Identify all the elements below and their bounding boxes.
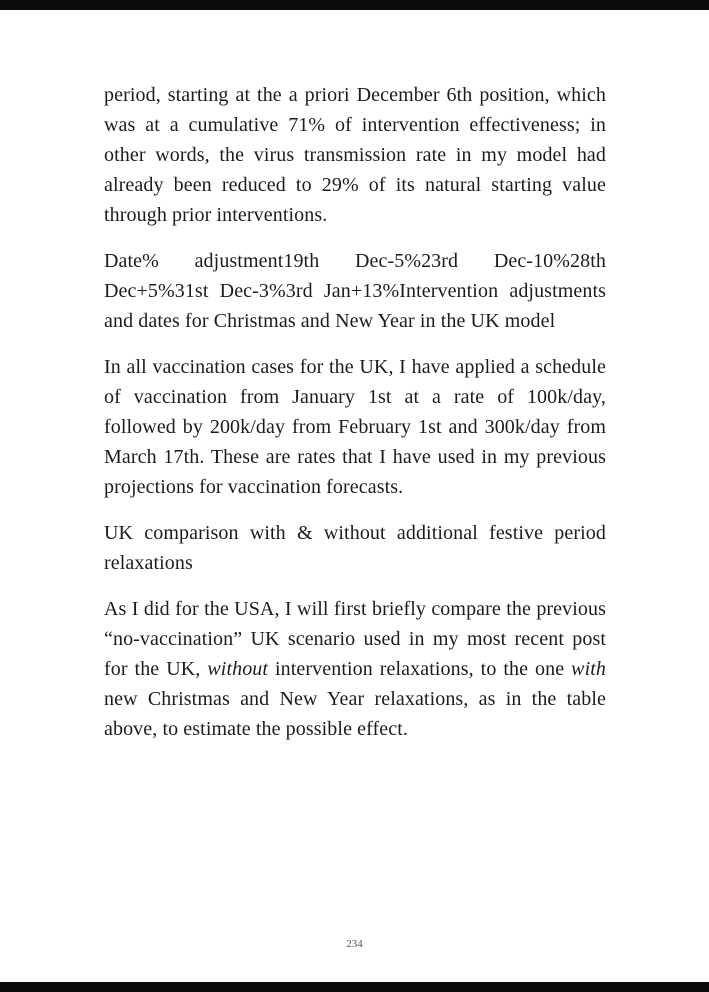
- paragraph-text: new Christmas and New Year relaxations, as in the table above, to estimate the possible effect.: [104, 688, 606, 740]
- paragraph-date-adjustments-caption: [104, 246, 606, 336]
- page-bottom-edge-bar: [0, 982, 709, 992]
- paragraph-text: Date% adjustment19th Dec-5%23rd Dec-10%28th Dec+5%31st Dec-3%3rd Jan+13%Intervention adjustments and dates for Christmas and New Year in the UK model: [104, 250, 606, 332]
- paragraph-usa-comparison: [104, 594, 606, 744]
- paragraph-text: intervention relaxations, to the one: [268, 658, 572, 680]
- page-text-column: [104, 80, 606, 744]
- italic-word-without: without: [207, 658, 269, 680]
- paragraph-text: In all vaccination cases for the UK, I have applied a schedule of vaccination from January 1st at a rate of 100k/day, followed by 200k/day from February 1st and 300k/day from March 17th. These are rates that I have used in my previous projections for vaccination forecasts.: [104, 356, 606, 498]
- paragraph-text: UK comparison with & without additional festive period relaxations: [104, 522, 606, 574]
- paragraph-intervention-effectiveness: [104, 80, 606, 230]
- paragraph-text: As I did for the USA, I will first briefly compare the previous “no-vaccination” UK scenario used in my most recent post for the UK,: [104, 598, 606, 680]
- italic-word-with: with: [571, 658, 606, 680]
- paragraph-text: period, starting at the a priori December 6th position, which was at a cumulative 71% of intervention effectiveness; in other words, the virus transmission rate in my model had already been reduced to 29% of its natural starting value through prior interventions.: [104, 84, 606, 226]
- page-number: 234: [346, 938, 363, 950]
- paragraph-uk-comparison-heading: [104, 518, 606, 578]
- page-top-edge-bar: [0, 0, 709, 10]
- paragraph-vaccination-schedule: [104, 352, 606, 502]
